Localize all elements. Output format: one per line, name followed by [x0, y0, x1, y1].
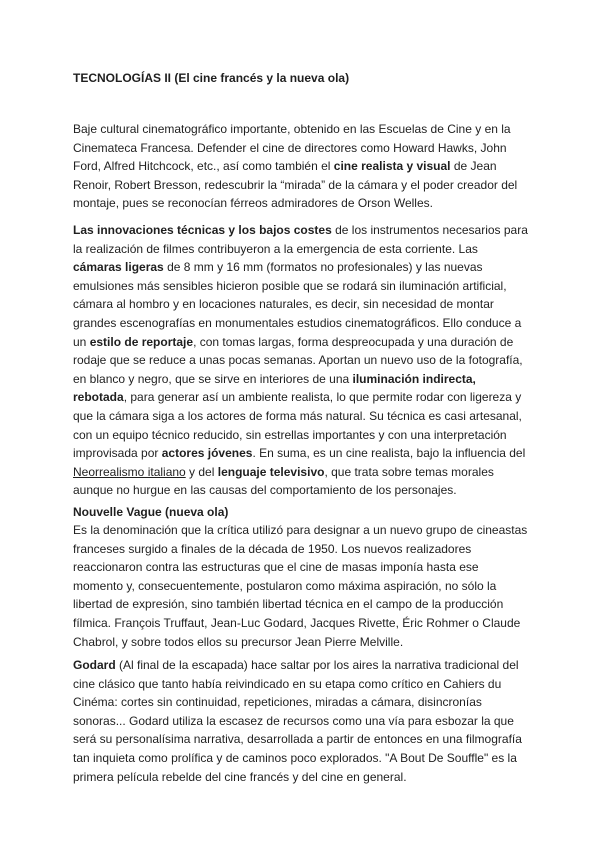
- text-run: y del: [185, 464, 218, 479]
- innovations-paragraph: [73, 221, 528, 500]
- bold-run: actores jóvenes: [161, 446, 253, 461]
- text-run: de 8 mm y 16 mm (formatos no profesionales) y las nuevas emulsiones más sensibles hicieron posible que se rodará sin iluminación artificial, cámara al hombro y en locaciones naturales, es decir, sin necesidad de montar grandes escenografías en monumentales estudios cinematográficos. Ello conduce a un: [73, 260, 522, 349]
- bold-run: Godard: [73, 658, 116, 672]
- nouvelle-vague-heading: Nouvelle Vague (nueva ola): [73, 505, 229, 519]
- text-run: , con tomas largas, forma despreocupada y una duración de rodaje que se reduce a unas pocas semanas. Aportan un nuevo uso de la fotografía, en blanco y negro, que se sirve en interiores de una: [73, 334, 523, 386]
- text-run: de los instrumentos necesarios para la realización de filmes contribuyeron a la emergencia de esta corriente. Las: [73, 223, 528, 256]
- document-title: TECNOLOGÍAS II (El cine francés y la nueva ola): [73, 71, 350, 85]
- text-run: de Jean Renoir, Robert Bresson, redescubrir la “mirada” de la cámara y el poder creador del montaje, pues se reconocían férreos admiradores de Orson Welles.: [73, 159, 518, 211]
- bold-run: lenguaje televisivo: [217, 464, 325, 479]
- neorrealismo-link[interactable]: Neorrealismo italiano: [73, 464, 186, 479]
- bold-run: Las innovaciones técnicas y los bajos costes: [73, 223, 332, 237]
- text-run: , que trata sobre temas morales aunque no hurgue en las causas del comportamiento de los personajes.: [73, 464, 494, 498]
- text-run: . En suma, es un cine realista, bajo la influencia del: [252, 446, 526, 461]
- nouvelle-vague-paragraph: Es la denominación que la crítica utilizó para designar a un nuevo grupo de cineastas franceses surgido a finales de la década de 1950. Los nuevos realizadores reaccionaron contra las estructuras que el cine de masas imponía hasta ese momento y, consecuentemente, postularon como máxima aspiración, no sólo la libertad de expresión, sino también libertad técnica en el campo de la producción fílmica. François Truffaut, Jean-Luc Godard, Jacques Rivette, Éric Rohmer o Claude Chabrol, y sobre todos ellos su precursor Jean Pierre Melville.: [73, 523, 528, 649]
- bold-run: estilo de reportaje: [89, 334, 194, 349]
- intro-paragraph: [73, 120, 528, 213]
- text-run: (Al final de la escapada) hace saltar por los aires la narrativa tradicional del cine clásico que tanto había reivindicado en su etapa como crítico en Cahiers du Cinéma: cortes sin continuidad, repeticiones, miradas a cámara, disincronías sonoras... Godard utiliza la escasez de recursos como una vía para esbozar la que será su personalísima narrativa, desarrollada a partir de entonces en una filmografía tan inquieta como prolífica y de caminos poco explorados. "A Bout De Souffle" es la primera película rebelde del cine francés y del cine en general.: [73, 658, 522, 784]
- text-run: , para generar así un ambiente realista, lo que permite rodar con ligereza y que la cámara siga a los actores de forma más natural. Su técnica es casi artesanal, con un equipo técnico reducido, sin estrellas importantes y con una interpretación improvisada por: [73, 390, 522, 461]
- godard-paragraph: [73, 656, 528, 786]
- bold-run: cine realista y visual: [333, 159, 451, 174]
- bold-run: iluminación indirecta, rebotada: [73, 371, 476, 405]
- bold-run: cámaras ligeras: [73, 260, 164, 275]
- text-run: Baje cultural cinematográfico importante, obtenido en las Escuelas de Cine y en la Cinemateca Francesa. Defender el cine de directores como Howard Hawks, John Ford, Alfred Hitchcock, etc., así como también el: [73, 122, 511, 174]
